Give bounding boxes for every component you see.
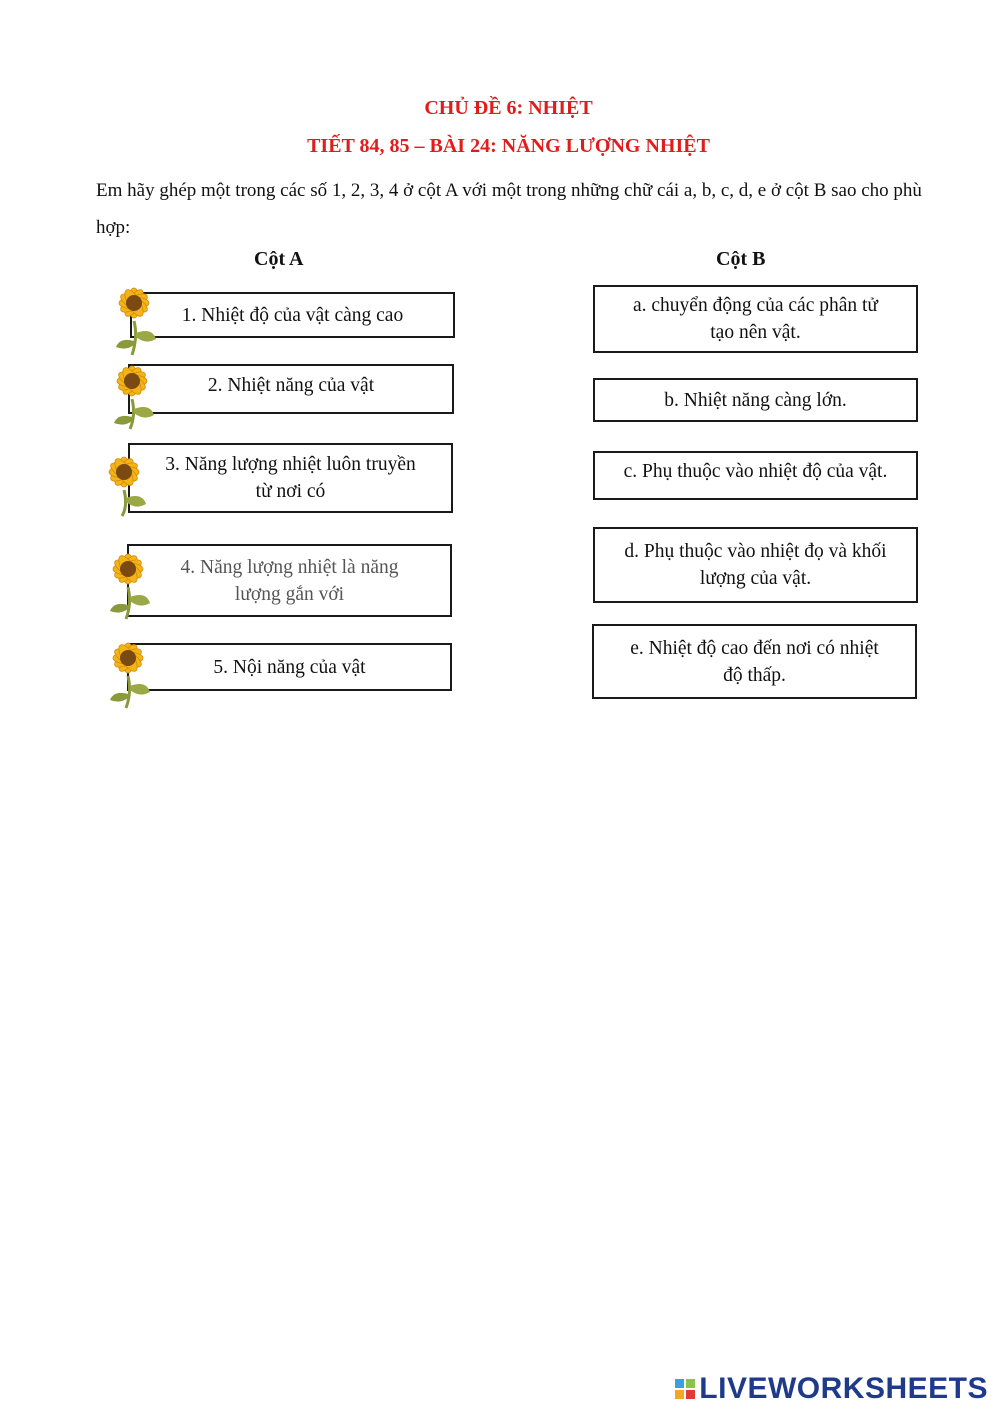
instruction-text: Em hãy ghép một trong các số 1, 2, 3, 4 ở cột A với một trong những chữ cái a, b, c, d, e ở cột B sao cho phù hợp:	[96, 180, 922, 238]
item-text-line-2: tạo nên vật.	[710, 322, 801, 343]
column-a-item-3[interactable]	[128, 443, 453, 513]
item-text-line-1: 4. Năng lượng nhiệt là năng	[180, 556, 399, 578]
page-title: TIẾT 84, 85 – BÀI 24: NĂNG LƯỢNG NHIỆT	[307, 135, 710, 157]
column-b-item-e[interactable]	[592, 624, 917, 699]
sunflower-icon	[98, 630, 160, 712]
item-text-line-1: a. chuyển động của các phân tử	[632, 295, 878, 316]
item-text: b. Nhiệt năng càng lớn.	[664, 389, 847, 411]
item-text-line-2: lượng của vật.	[699, 568, 812, 589]
item-text-line-2: từ nơi có	[255, 481, 326, 502]
column-a-item-4[interactable]	[127, 544, 452, 617]
item-text: 1. Nhiệt độ của vật càng cao	[181, 304, 404, 326]
liveworksheets-brand[interactable]	[675, 1372, 988, 1406]
sunflower-icon	[98, 541, 160, 623]
column-b-item-b[interactable]	[593, 378, 918, 422]
liveworksheets-logo-icon	[675, 1379, 695, 1399]
sunflower-icon	[94, 444, 156, 526]
item-text: 5. Nội năng của vật	[213, 656, 366, 678]
column-b-item-d[interactable]	[593, 527, 918, 603]
page-topic: CHỦ ĐỀ 6: NHIỆT	[424, 97, 593, 119]
item-text: c. Phụ thuộc vào nhiệt độ của vật.	[623, 461, 888, 482]
item-text: 2. Nhiệt năng của vật	[207, 374, 375, 396]
column-a-item-1[interactable]	[130, 292, 455, 338]
item-text-line-1: e. Nhiệt độ cao đến nơi có nhiệt	[630, 637, 879, 659]
column-b-heading: Cột B	[716, 248, 766, 270]
column-a-item-2[interactable]	[128, 364, 454, 414]
sunflower-icon	[102, 353, 164, 435]
item-text-line-1: d. Phụ thuộc vào nhiệt đọ và khối	[624, 541, 887, 562]
column-b-item-c[interactable]	[593, 451, 918, 500]
column-a-item-5[interactable]	[127, 643, 452, 691]
column-b-item-a[interactable]	[593, 285, 918, 353]
sunflower-icon	[104, 275, 166, 357]
item-text-line-2: độ thấp.	[723, 664, 786, 686]
column-a-heading: Cột A	[254, 248, 304, 270]
item-text-line-1: 3. Năng lượng nhiệt luôn truyền	[165, 454, 416, 475]
item-text-line-2: lượng gắn với	[234, 583, 345, 605]
brand-name: LIVEWORKSHEETS	[699, 1372, 988, 1405]
